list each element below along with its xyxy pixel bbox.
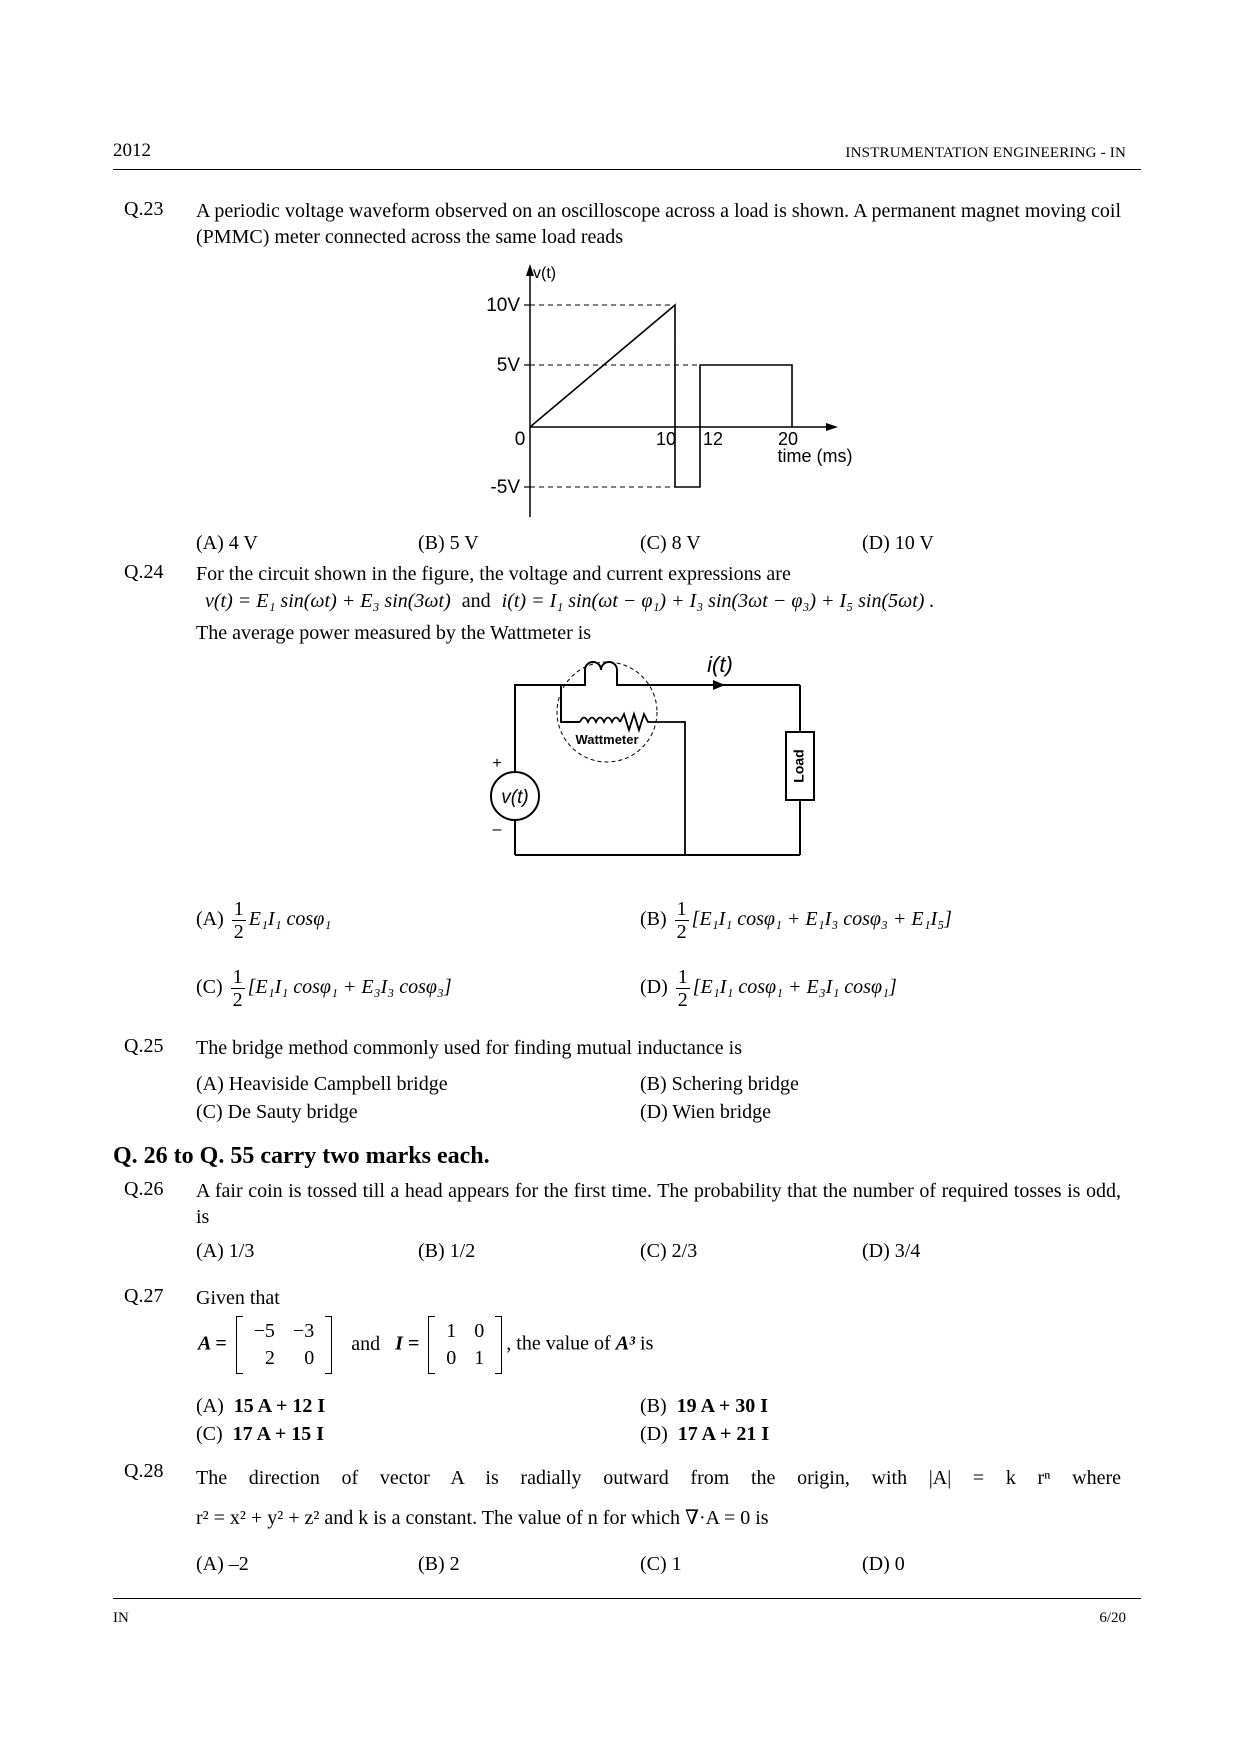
footer-rule [113,1598,1141,1599]
tick-5v: 5V [496,355,520,376]
matrix-a-label: A = [198,1332,227,1355]
q24-voltage-expression: v(t) = E₁ sin(ωt) + E₃ sin(3ωt) [205,590,451,612]
q27-option-d: (D) 17 A + 21 I [640,1423,770,1445]
q24-and: and [461,590,491,612]
q27-text: Given that [196,1287,280,1309]
source-plus: + [492,755,502,772]
q24-current-expression: i(t) = I₁ sin(ωt − φ₁) + I₃ sin(3ωt − φ₃) + I₅ sin(5ωt) . [501,590,935,612]
q24-text-2: The average power measured by the Wattmeter is [196,622,592,644]
tick-minus5v: -5V [490,477,520,498]
q25-option-b: (B) Schering bridge [640,1073,799,1095]
q27-number: Q.27 [124,1285,164,1307]
header-rule [113,169,1141,170]
q26-option-a: (A) 1/3 [196,1240,255,1262]
section-title: Q. 26 to Q. 55 carry two marks each. [113,1143,490,1169]
footer-left: IN [113,1610,129,1626]
half-fraction: $\frac{1}{2}$ [677,966,688,1011]
q25-number: Q.25 [124,1035,164,1057]
q24-number: Q.24 [124,561,164,583]
q27-matrix-expression: A = −5 −3 2 0 and I = 1 0 0 1 , the value of A³ is [198,1316,653,1374]
q24-expressions [205,590,934,613]
q25-text: The bridge method commonly used for finding mutual inductance is [196,1037,742,1059]
q28-text-1: The direction of vector A is radially outward from the origin, with |A| = k rⁿ where [196,1467,1121,1489]
q26-number: Q.26 [124,1178,164,1200]
wattmeter-boundary [557,662,657,762]
half-fraction: $\frac{1}{2}$ [676,898,687,943]
q27-option-b: (B) 19 A + 30 I [640,1395,769,1417]
source-label: v(t) [501,787,529,808]
q28-option-b: (B) 2 [418,1553,460,1575]
q23-option-c: (C) 8 V [640,532,701,554]
q27-option-c: (C) 17 A + 15 I [196,1423,325,1445]
q28-option-c: (C) 1 [640,1553,682,1575]
tick-10v: 10V [486,295,520,316]
q23-option-d: (D) 10 V [862,532,934,554]
q28-option-a: (A) –2 [196,1553,249,1575]
q28-option-d: (D) 0 [862,1553,905,1575]
x-axis-arrow [826,423,838,431]
q26-option-c: (C) 2/3 [640,1240,698,1262]
wattmeter-label: Wattmeter [575,732,639,747]
q26-option-d: (D) 3/4 [862,1240,921,1262]
footer-page-number: 6/20 [1099,1610,1126,1626]
header-year: 2012 [113,140,151,161]
waveform-line [530,305,792,487]
wire-top-left [515,685,561,772]
tick-20ms: 20 [777,429,799,449]
x-axis-label: time (ms) [777,446,853,466]
q28-number: Q.28 [124,1460,164,1482]
tick-0: 0 [514,429,526,450]
q24-option-c: (C) $\frac{1}{2}$ [E₁I₁ cosφ₁ + E₃I₃ cosφ₃] [196,966,452,1011]
current-label: i(t) [707,652,733,677]
matrix-i-label: I = [395,1332,420,1355]
pressure-coil [580,718,620,723]
q25-option-a: (A) Heaviside Campbell bridge [196,1073,448,1095]
q23-number: Q.23 [124,198,164,220]
matrix-i: 1 0 0 1 [428,1316,502,1374]
y-axis-label: v(t) [533,265,557,282]
tick-10ms: 10 [655,429,677,449]
q23-option-a: (A) 4 V [196,532,258,554]
q24-option-a: (A) $\frac{1}{2}$ E₁I₁ cosφ₁ [196,898,332,943]
matrix-a: −5 −3 2 0 [236,1316,333,1374]
q27-option-a: (A) 15 A + 12 I [196,1395,326,1417]
source-minus: – [492,821,502,838]
q23-option-b: (B) 5 V [418,532,479,554]
load-label: Load [790,749,807,783]
half-fraction: $\frac{1}{2}$ [233,898,244,943]
q24-text-1: For the circuit shown in the figure, the voltage and current expressions are [196,563,791,585]
q25-option-c: (C) De Sauty bridge [196,1101,358,1123]
q26-text: A fair coin is tossed till a head appears for the first time. The probability that the number of required tosses is odd, is [196,1180,1121,1228]
q24-option-b: (B) $\frac{1}{2}$ [E₁I₁ cosφ₁ + E₁I₃ cosφ₃ + E₁I₅] [640,898,952,943]
current-arrow [713,680,725,690]
q26-option-b: (B) 1/2 [418,1240,476,1262]
q28-text-2: r² = x² + y² + z² and k is a constant. The value of n for which ∇·A = 0 is [196,1507,769,1529]
q25-option-d: (D) Wien bridge [640,1101,772,1123]
q24-circuit-diagram [475,650,815,865]
q24-option-d: (D) $\frac{1}{2}$ [E₁I₁ cosφ₁ + E₃I₁ cosφ₁] [640,966,897,1011]
half-fraction: $\frac{1}{2}$ [232,966,243,1011]
q23-text: A periodic voltage waveform observed on an oscilloscope across a load is shown. A permanent magnet moving coil (PMMC) meter connected across the same load reads [196,200,1121,248]
header-subject: INSTRUMENTATION ENGINEERING - IN [845,145,1126,161]
q23-waveform-graph [470,262,910,524]
tick-12ms: 12 [702,429,724,449]
